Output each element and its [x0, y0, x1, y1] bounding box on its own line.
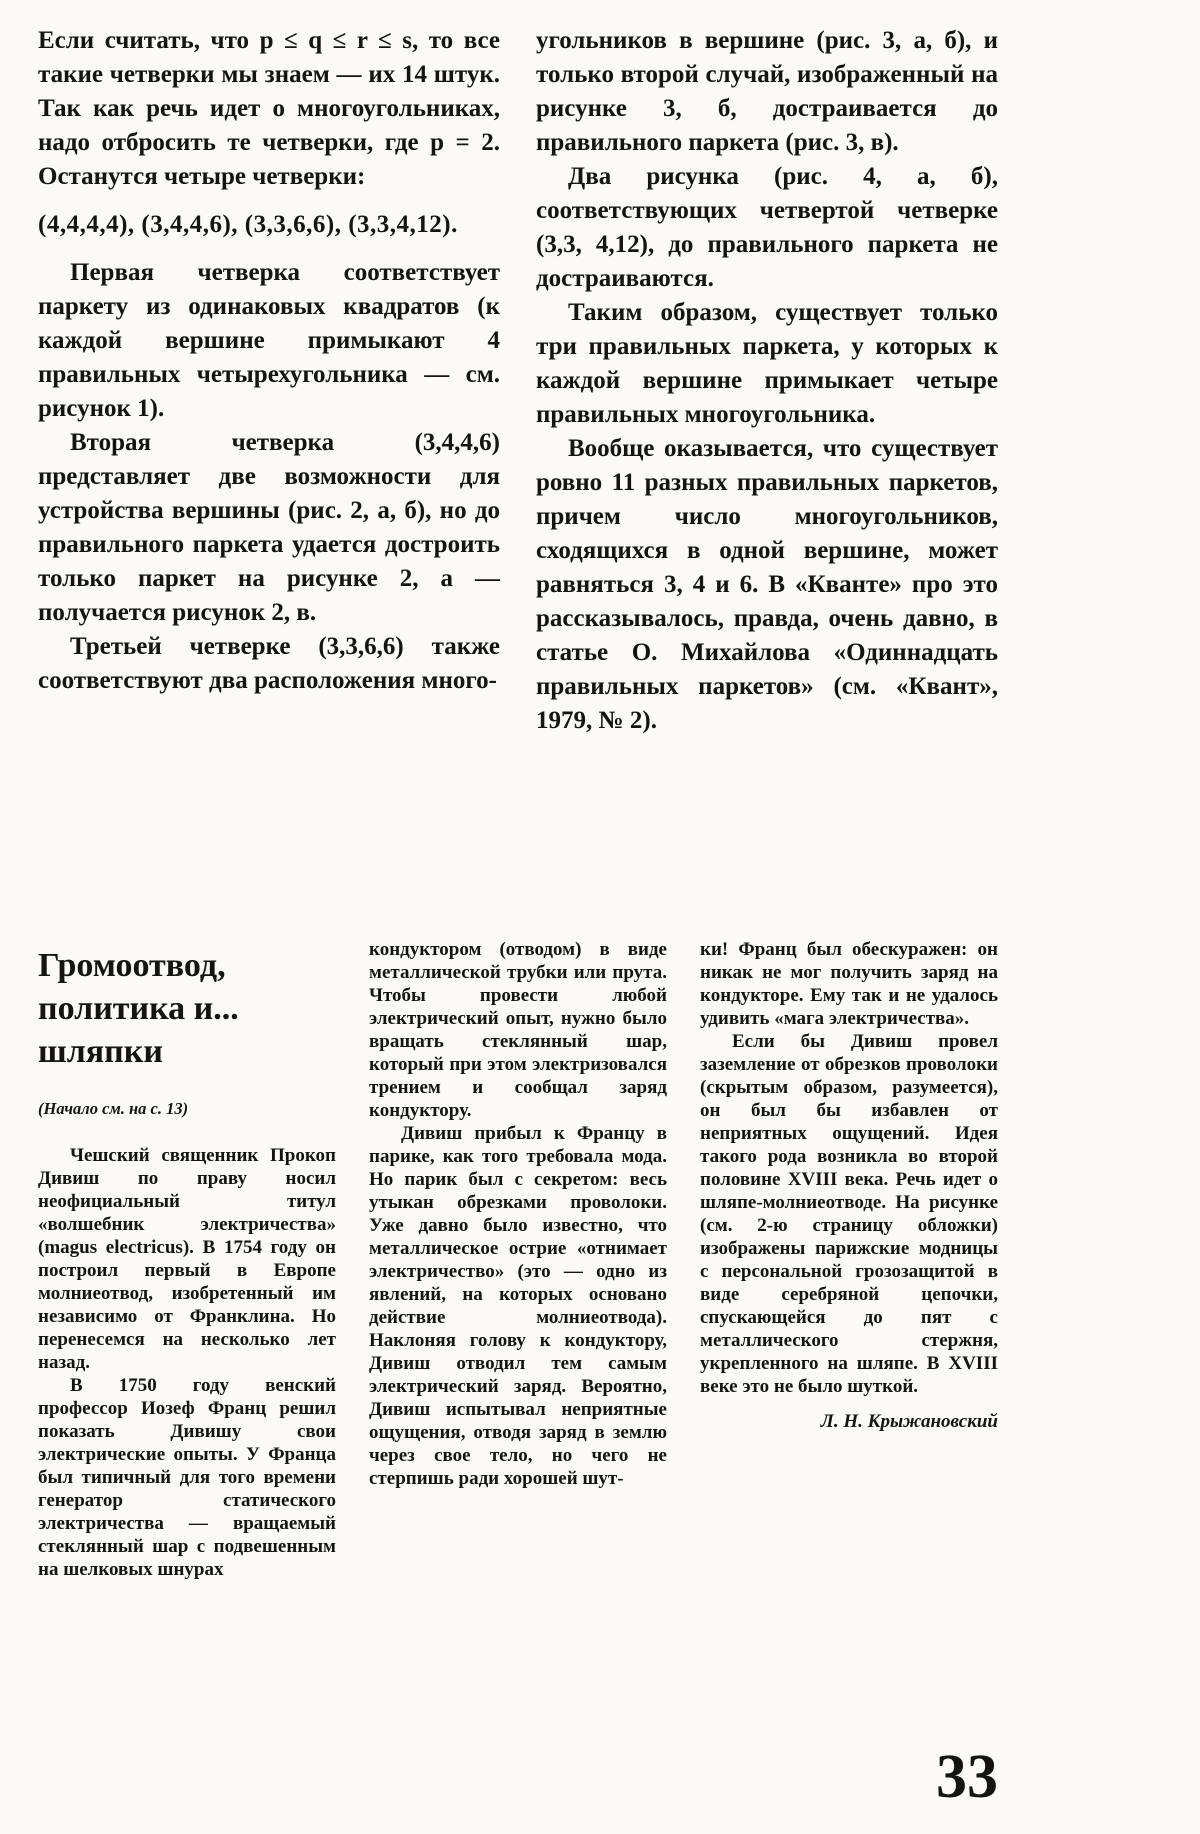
article-column-2 [369, 938, 667, 1581]
article-column-3 [700, 938, 998, 1581]
page-number: 33 [936, 1743, 998, 1811]
article-title: Громоотвод, политика и... шляпки [38, 947, 239, 1070]
top-column-right [536, 24, 998, 738]
paragraph: Таким образом, существует только три правильных паркета, у которых к каждой вершине примыкает четыре правильных многоугольника. [536, 299, 998, 428]
paragraph: Первая четверка соответствует паркету из одинаковых квадратов (к каждой вершине примыкают 4 правильных четырехугольника — см. рисунок 1). [38, 259, 500, 422]
paragraph: угольников в вершине (рис. 3, а, б), и только второй случай, изображенный на рисунке 3, б, достраивается до правильного паркета (рис. 3, в). [536, 27, 998, 156]
paragraph: Дивиш прибыл к Францу в парике, как того требовала мода. Но парик был с секретом: весь утыкан обрезками проволоки. Уже давно было известно, что металлическое острие «отнимает электричество» (это — одно из явлений, на которых основано действие молниеотвода). Наклоняя голову к кондуктору, Дивиш отводил тем самым электрический заряд. Вероятно, Дивиш испытывал неприятные ощущения, отводя заряд в землю через свое тело, но чего не стерпишь ради хорошей шут- [369, 1123, 667, 1489]
article-column-1 [38, 938, 336, 1581]
paragraph: Вообще оказывается, что существует ровно 11 разных правильных паркетов, причем число многоугольников, сходящихся в одной вершине, может равняться 3, 4 и 6. В «Кванте» про это рассказывалось, правда, очень давно, в статье О. Михайлова «Одиннадцать правильных паркетов» (см. «Квант», 1979, № 2). [536, 435, 998, 734]
formula-line: (4,4,4,4), (3,4,4,6), (3,3,6,6), (3,3,4,12). [38, 211, 458, 238]
paragraph: ки! Франц был обескуражен: он никак не мог получить заряд на кондукторе. Ему так и не удалось удивить «мага электричества». [700, 939, 998, 1029]
paragraph: Если считать, что p ≤ q ≤ r ≤ s, то все такие четверки мы знаем — их 14 штук. Так как речь идет о многоугольниках, надо отбросить те четверки, где p = 2. Останутся четыре четверки: [38, 27, 500, 190]
lightning-rod-article [38, 938, 998, 1581]
paragraph: Если бы Дивиш провел заземление от обрезков проволоки (скрытым образом, разумеется), он был бы избавлен от неприятных ощущений. Идея такого рода возникла во второй половине XVIII века. Речь идет о шляпе-молниеотводе. На рисунке (см. 2-ю страницу обложки) изображены парижские модницы с персональной грозозащитой в виде серебряной цепочки, спускающейся до пят с металлического стержня, укрепленного на шляпе. В XVIII веке это не было шуткой. [700, 1031, 998, 1397]
continuation-note: (Начало см. на с. 13) [38, 1099, 189, 1118]
paragraph: Два рисунка (рис. 4, а, б), соответствующих четвертой четверке (3,3, 4,12), до правильного паркета не достраиваются. [536, 163, 998, 292]
paragraph: Вторая четверка (3,4,4,6) представляет две возможности для устройства вершины (рис. 2, а, б), но до правильного паркета удается достроить только паркет на рисунке 2, а — получается рисунок 2, в. [38, 429, 500, 626]
parquet-article-continuation [38, 24, 998, 738]
paragraph: Чешский священник Прокоп Дивиш по праву носил неофициальный титул «волшебник электричества» (magus electricus). В 1754 году он построил первый в Европе молниеотвод, изобретенный им независимо от Франклина. Но перенесемся на несколько лет назад. [38, 1145, 336, 1373]
author-signature: Л. Н. Крыжановский [820, 1411, 998, 1432]
paragraph: Третьей четверке (3,3,6,6) также соответствуют два расположения много- [38, 633, 500, 694]
top-column-left [38, 24, 500, 738]
paragraph: В 1750 году венский профессор Иозеф Франц решил показать Дивишу свои электрические опыты. У Франца был типичный для того времени генератор статического электричества — вращаемый стеклянный шар с подвешенным на шелковых шнурах [38, 1375, 336, 1580]
paragraph: кондуктором (отводом) в виде металлической трубки или прута. Чтобы провести любой электрический опыт, нужно было вращать стеклянный шар, который при этом электризовался трением и сообщал заряд кондуктору. [369, 939, 667, 1121]
page-content [38, 24, 998, 1581]
